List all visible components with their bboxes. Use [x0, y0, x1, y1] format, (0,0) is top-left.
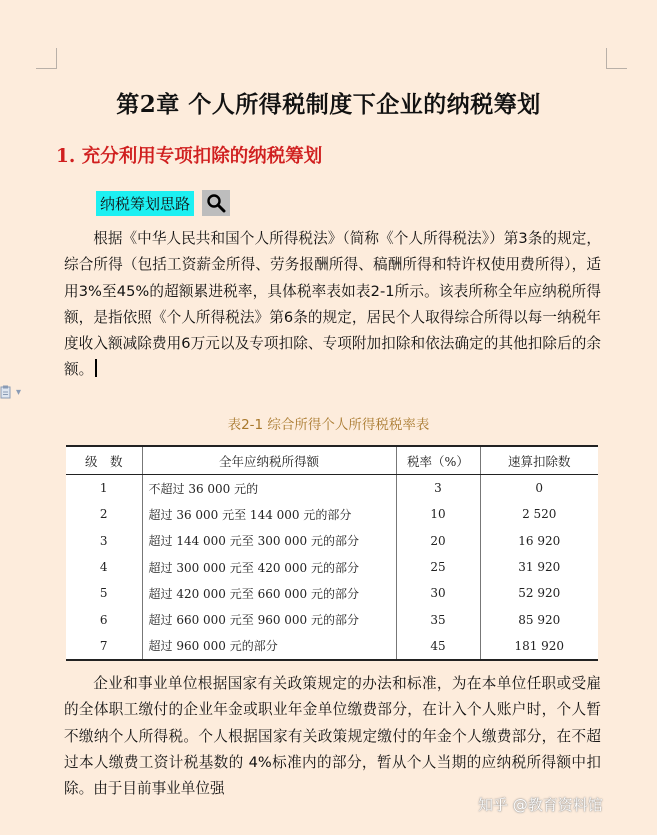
cell-rate: 3: [396, 475, 480, 502]
cell-rate: 35: [396, 606, 480, 632]
cell-level: 4: [66, 554, 142, 580]
cell-rate: 10: [396, 501, 480, 527]
table-caption: 表2-1 综合所得个人所得税税率表: [227, 417, 430, 433]
cell-deduction: 181 920: [480, 633, 598, 660]
cell-deduction: 2 520: [480, 501, 598, 527]
table-header-row: [66, 446, 598, 475]
cell-level: 7: [66, 633, 142, 660]
cell-level: 2: [66, 501, 142, 527]
body-paragraph-2: 企业和事业单位根据国家有关政策规定的办法和标准，为在本单位任职或受雇的全体职工缴付的企业年金或职业年金单位缴费部分，在计入个人账户时，个人暂不缴纳个人所得税。个人根据国家有关政策规定缴付的年金个人缴费部分，在不超过本人缴费工资计税基数的 4%标准内的部分，暂从个人当期的应纳税所得额中扣除。由于目前事业单位强: [64, 675, 601, 798]
table-row: [66, 528, 598, 554]
tax-rate-table: [66, 445, 598, 661]
cell-level: 6: [66, 606, 142, 632]
paste-options-icon: [0, 385, 12, 399]
table-row: [66, 475, 598, 502]
cell-income: 超过 144 000 元至 300 000 元的部分: [142, 528, 396, 554]
highlighted-label: 纳税筹划思路: [96, 191, 194, 216]
search-icon: [206, 193, 226, 213]
table-row: [66, 580, 598, 606]
cell-deduction: 0: [480, 475, 598, 502]
cell-deduction: 85 920: [480, 606, 598, 632]
cell-level: 1: [66, 475, 142, 502]
table-row: [66, 606, 598, 632]
header-rate: 税率（%）: [396, 446, 480, 475]
text-cursor: [95, 359, 97, 377]
chevron-down-icon: ▾: [16, 386, 22, 398]
paragraph-1-text: 根据《中华人民共和国个人所得税法》（简称《个人所得税法》）第3条的规定，综合所得（包括工资薪金所得、劳务报酬所得、稿酬所得和特许权使用费所得），适用3%至45%的超额累进税率，具体税率表如表2-1所示。该表所称全年应纳税所得额，是指依照《个人所得税法》第6条的规定，居民个人取得综合所得以每一纳税年度收入额减除费用6万元以及专项扣除、专项附加扣除和依法确定的其他扣除后的余额。: [64, 230, 601, 379]
cell-rate: 20: [396, 528, 480, 554]
cell-income: 超过 660 000 元至 960 000 元的部分: [142, 606, 396, 632]
body-paragraph-1: [64, 226, 601, 384]
header-level: 级 数: [66, 446, 142, 475]
cell-deduction: 52 920: [480, 580, 598, 606]
chapter-title: 第2章 个人所得税制度下企业的纳税筹划: [116, 91, 541, 118]
cell-deduction: 31 920: [480, 554, 598, 580]
cell-income: 超过 300 000 元至 420 000 元的部分: [142, 554, 396, 580]
table-row: [66, 633, 598, 660]
highlight-row: [96, 190, 230, 216]
cell-rate: 25: [396, 554, 480, 580]
section-heading: 1. 充分利用专项扣除的纳税筹划: [56, 146, 323, 167]
cell-level: 3: [66, 528, 142, 554]
cell-income: 超过 420 000 元至 660 000 元的部分: [142, 580, 396, 606]
cell-income: 不超过 36 000 元的: [142, 475, 396, 502]
cell-level: 5: [66, 580, 142, 606]
page-corner-mark-right: [606, 48, 627, 69]
watermark: 知乎 @教育资料馆: [478, 796, 603, 814]
table-row: [66, 554, 598, 580]
cell-rate: 30: [396, 580, 480, 606]
header-income: 全年应纳税所得额: [142, 446, 396, 475]
page-corner-mark-left: [36, 48, 57, 69]
paste-options[interactable]: [0, 385, 21, 399]
table-row: [66, 501, 598, 527]
cell-rate: 45: [396, 633, 480, 660]
header-deduction: 速算扣除数: [480, 446, 598, 475]
cell-income: 超过 36 000 元至 144 000 元的部分: [142, 501, 396, 527]
search-button[interactable]: [202, 190, 230, 216]
cell-income: 超过 960 000 元的部分: [142, 633, 396, 660]
cell-deduction: 16 920: [480, 528, 598, 554]
